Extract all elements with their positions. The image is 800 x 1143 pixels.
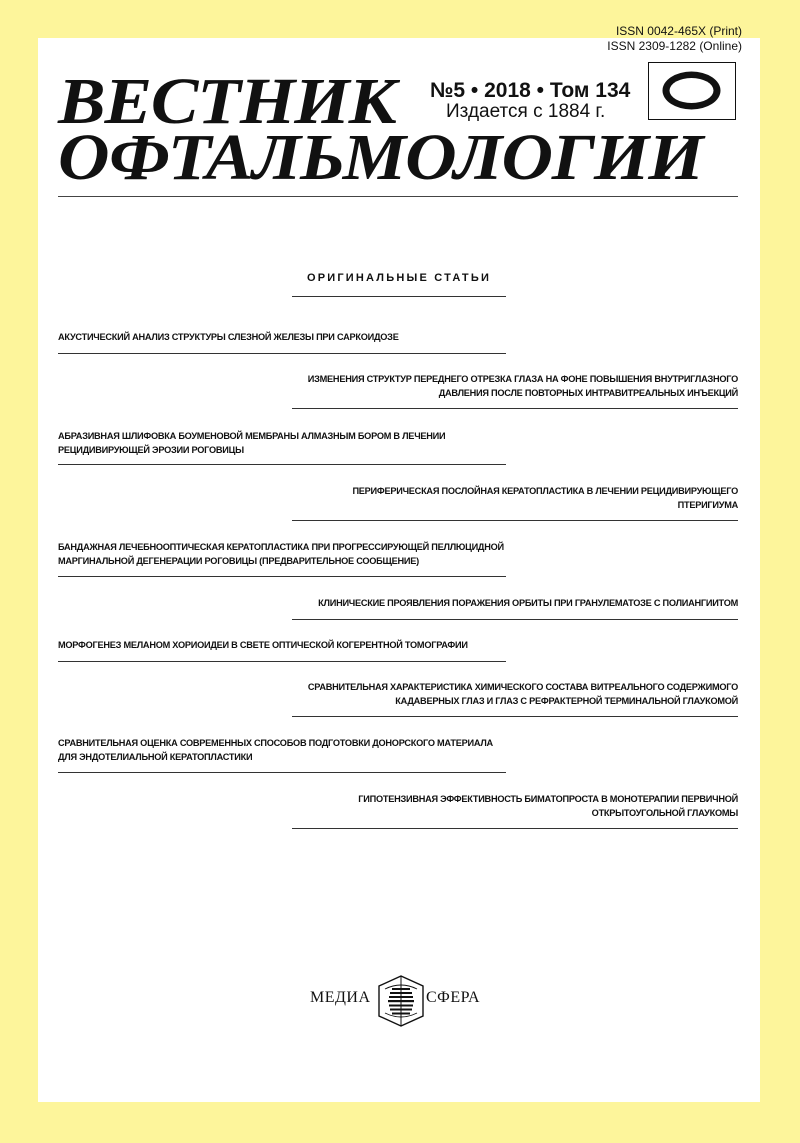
globe-icon: [375, 974, 427, 1028]
article-title: СРАВНИТЕЛЬНАЯ ОЦЕНКА СОВРЕМЕННЫХ СПОСОБОВ ПОДГОТОВКИ ДОНОРСКОГО МАТЕРИАЛА ДЛЯ ЭНДОТЕЛИАЛЬНОЙ КЕРАТОПЛАСТИКИ: [58, 738, 493, 762]
article-item[interactable]: [58, 331, 506, 345]
article-item[interactable]: [292, 681, 738, 708]
article-title: АКУСТИЧЕСКИЙ АНАЛИЗ СТРУКТУРЫ СЛЕЗНОЙ ЖЕЛЕЗЫ ПРИ САРКОИДОЗЕ: [58, 332, 399, 342]
article-item[interactable]: [292, 485, 738, 512]
publisher-name-right: СФЕРА: [426, 989, 480, 1006]
article-divider: [292, 408, 738, 409]
publisher-logo: [305, 974, 495, 1028]
publisher-name-left: МЕДИА: [310, 989, 371, 1006]
article-item[interactable]: [292, 373, 738, 400]
article-divider: [58, 464, 506, 465]
journal-title-line2: ОФТАЛЬМОЛОГИИ: [58, 121, 703, 194]
eye-icon: [649, 63, 734, 118]
article-divider: [292, 520, 738, 521]
section-title: ОРИГИНАЛЬНЫЕ СТАТЬИ: [306, 272, 492, 284]
article-title: ГИПОТЕНЗИВНАЯ ЭФФЕКТИВНОСТЬ БИМАТОПРОСТА В МОНОТЕРАПИИ ПЕРВИЧНОЙ ОТКРЫТОУГОЛЬНОЙ ГЛАУКОМЫ: [358, 794, 738, 818]
article-divider: [292, 716, 738, 717]
issn-print: ISSN 0042-465X (Print): [615, 24, 742, 38]
journal-title-line1: ВЕСТНИК: [58, 65, 396, 138]
article-item[interactable]: [58, 541, 506, 568]
issn-online: ISSN 2309-1282 (Online): [607, 39, 742, 53]
article-divider: [292, 619, 738, 620]
article-divider: [58, 353, 506, 354]
cover-page: [38, 38, 760, 1102]
article-title: ПЕРИФЕРИЧЕСКАЯ ПОСЛОЙНАЯ КЕРАТОПЛАСТИКА В ЛЕЧЕНИИ РЕЦИДИВИРУЮЩЕГО ПТЕРИГИУМА: [352, 486, 738, 510]
article-divider: [292, 828, 738, 829]
article-divider: [58, 772, 506, 773]
article-divider: [58, 576, 506, 577]
article-title: ИЗМЕНЕНИЯ СТРУКТУР ПЕРЕДНЕГО ОТРЕЗКА ГЛАЗА НА ФОНЕ ПОВЫШЕНИЯ ВНУТРИГЛАЗНОГО ДАВЛЕНИЯ ПОСЛЕ ПОВТОРНЫХ ИНТРАВИТРЕАЛЬНЫХ ИНЪЕКЦИЙ: [307, 374, 738, 398]
header-divider: [58, 196, 738, 197]
article-divider: [58, 661, 506, 662]
article-title: СРАВНИТЕЛЬНАЯ ХАРАКТЕРИСТИКА ХИМИЧЕСКОГО СОСТАВА ВИТРЕАЛЬНОГО СОДЕРЖИМОГО КАДАВЕРНЫХ ГЛАЗ И ГЛАЗ С РЕФРАКТЕРНОЙ ТЕРМИНАЛЬНОЙ ГЛАУКОМОЙ: [307, 682, 738, 706]
published-since: Издается с 1884 г.: [446, 101, 606, 122]
article-item[interactable]: [58, 430, 506, 457]
article-item[interactable]: [58, 737, 506, 764]
article-item[interactable]: [292, 793, 738, 820]
article-title: АБРАЗИВНАЯ ШЛИФОВКА БОУМЕНОВОЙ МЕМБРАНЫ АЛМАЗНЫМ БОРОМ В ЛЕЧЕНИИ РЕЦИДИВИРУЮЩЕЙ ЭРОЗИИ РОГОВИЦЫ: [58, 431, 446, 455]
article-title: КЛИНИЧЕСКИЕ ПРОЯВЛЕНИЯ ПОРАЖЕНИЯ ОРБИТЫ ПРИ ГРАНУЛЕМАТОЗЕ С ПОЛИАНГИИТОМ: [318, 598, 738, 608]
article-item[interactable]: [292, 597, 738, 611]
article-title: БАНДАЖНАЯ ЛЕЧЕБНООПТИЧЕСКАЯ КЕРАТОПЛАСТИКА ПРИ ПРОГРЕССИРУЮЩЕЙ ПЕЛЛЮЦИДНОЙ МАРГИНАЛЬНОЙ ДЕГЕНЕРАЦИИ РОГОВИЦЫ (ПРЕДВАРИТЕЛЬНОЕ СООБЩЕНИЕ): [58, 542, 504, 566]
issue-number: №5 • 2018 • Том 134: [430, 79, 631, 102]
journal-logo: [648, 62, 736, 120]
article-item[interactable]: [58, 639, 506, 653]
section-divider: [292, 296, 506, 297]
article-title: МОРФОГЕНЕЗ МЕЛАНОМ ХОРИОИДЕИ В СВЕТЕ ОПТИЧЕСКОЙ КОГЕРЕНТНОЙ ТОМОГРАФИИ: [58, 640, 468, 650]
